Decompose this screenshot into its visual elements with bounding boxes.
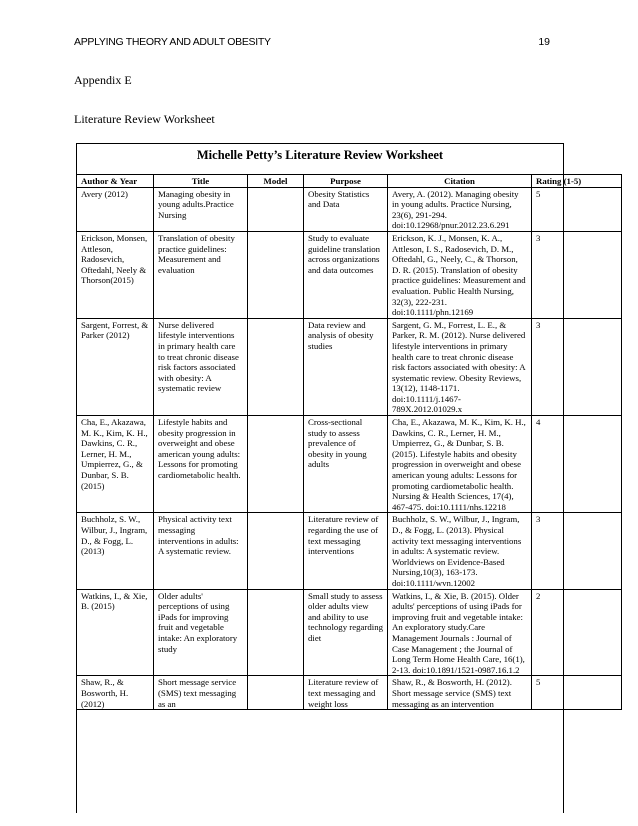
worksheet-title: Michelle Petty’s Literature Review Worksheet <box>196 148 444 162</box>
model-cell <box>248 589 304 676</box>
author-cell: Cha, E., Akazawa, M. K., Kim, K. H., Dawkins, C. R., Lerner, H. M., Umpierrez, G., & Dunbar, S. B. (2015) <box>77 416 154 513</box>
model-cell <box>248 231 304 318</box>
running-head <box>74 36 550 48</box>
title-cell: Translation of obesity practice guidelines: Measurement and evaluation <box>154 231 248 318</box>
appendix-label: Appendix E <box>74 73 132 87</box>
section-title: Literature Review Worksheet <box>74 112 215 126</box>
rating-cell: 4 <box>532 416 622 513</box>
rating-cell: 3 <box>532 231 622 318</box>
table-row <box>77 318 622 415</box>
running-head-title: APPLYING THEORY AND ADULT OBESITY <box>74 36 271 48</box>
page-number: 19 <box>538 36 550 48</box>
rating-cell: 3 <box>532 318 622 415</box>
table-header-row <box>77 175 622 188</box>
table-row <box>77 416 622 513</box>
column-header-model: Model <box>248 175 304 188</box>
purpose-cell: Small study to assess older adults view and ability to use technology regarding diet <box>304 589 388 676</box>
citation-cell: Buchholz, S. W., Wilbur, J., Ingram, D., & Fogg, L. (2013). Physical activity text messaging interventions in adults: A systematic review. Worldviews on Evidence-Based Nursing,10(3), 163-173. doi:10.1111/wvn.12002 <box>388 513 532 589</box>
purpose-cell: Obesity Statistics and Data <box>304 187 388 231</box>
purpose-cell: Study to evaluate guideline translation across organizations and data outcomes <box>304 231 388 318</box>
literature-review-table <box>76 174 622 710</box>
table-row <box>77 589 622 676</box>
purpose-cell: Data review and analysis of obesity studies <box>304 318 388 415</box>
column-header-title: Title <box>154 175 248 188</box>
column-header-author: Author & Year <box>77 175 154 188</box>
citation-cell: Erickson, K. J., Monsen, K. A., Attleson, I. S., Radosevich, D. M., Oftedahl, G., Neely, C., & Thorson, D. R. (2015). Translation of obesity practice guidelines: Measurement and evaluation. Public Health Nursing, 32(3), 222-231. doi:10.1111/phn.12169 <box>388 231 532 318</box>
table-row <box>77 676 622 710</box>
purpose-cell: Literature review of text messaging and weight loss <box>304 676 388 710</box>
author-cell: Buchholz, S. W., Wilbur, J., Ingram, D., & Fogg, L. (2013) <box>77 513 154 589</box>
table-row <box>77 231 622 318</box>
purpose-cell: Literature review of regarding the use of text messaging interventions <box>304 513 388 589</box>
title-cell: Nurse delivered lifestyle interventions in primary health care to treat chronic disease risk factors associated with obesity: A systematic review <box>154 318 248 415</box>
citation-cell: Cha, E., Akazawa, M. K., Kim, K. H., Dawkins, C. R., Lerner, H. M., Umpierrez, G., & Dunbar, S. B. (2015). Lifestyle habits and obesity progression in overweight and obese american young adults: Lessons for promoting cardiometabolic health. Nursing & Health Sciences, 17(4), 467-475. doi:10.1111/nhs.12218 <box>388 416 532 513</box>
title-cell: Older adults' perceptions of using iPads for improving fruit and vegetable intake: An exploratory study <box>154 589 248 676</box>
column-header-purpose: Purpose <box>304 175 388 188</box>
column-header-citation: Citation <box>388 175 532 188</box>
purpose-cell: Cross-sectional study to assess prevalence of obesity in young adults <box>304 416 388 513</box>
author-cell: Watkins, I., & Xie, B. (2015) <box>77 589 154 676</box>
column-header-rating: Rating (1-5) <box>532 175 622 188</box>
model-cell <box>248 187 304 231</box>
title-cell: Physical activity text messaging interventions in adults: A systematic review. <box>154 513 248 589</box>
rating-cell: 3 <box>532 513 622 589</box>
author-cell: Sargent, Forrest, & Parker (2012) <box>77 318 154 415</box>
citation-cell: Shaw, R., & Bosworth, H. (2012). Short message service (SMS) text messaging as an intervention <box>388 676 532 710</box>
title-cell: Managing obesity in young adults.Practice Nursing <box>154 187 248 231</box>
author-cell: Shaw, R., & Bosworth, H. (2012) <box>77 676 154 710</box>
table-row <box>77 513 622 589</box>
title-cell: Lifestyle habits and obesity progression in overweight and obese american young adults: Lessons for promoting cardiometabolic health. <box>154 416 248 513</box>
citation-cell: Avery, A. (2012). Managing obesity in young adults. Practice Nursing, 23(6), 291-294. doi:10.12968/pnur.2012.23.6.291 <box>388 187 532 231</box>
citation-cell: Watkins, I., & Xie, B. (2015). Older adults' perceptions of using iPads for improving fruit and vegetable intake: An exploratory study.Care Management Journals : Journal of Case Management ; the Journal of Long Term Home Health Care, 16(1), 2-13. doi:10.1891/1521-0987.16.1.2 <box>388 589 532 676</box>
model-cell <box>248 416 304 513</box>
model-cell <box>248 676 304 710</box>
rating-cell: 2 <box>532 589 622 676</box>
rating-cell: 5 <box>532 676 622 710</box>
rating-cell: 5 <box>532 187 622 231</box>
model-cell <box>248 513 304 589</box>
author-cell: Erickson, Monsen, Attleson, Radosevich, Oftedahl, Neely & Thorson(2015) <box>77 231 154 318</box>
table-row <box>77 187 622 231</box>
author-cell: Avery (2012) <box>77 187 154 231</box>
title-cell: Short message service (SMS) text messaging as an <box>154 676 248 710</box>
model-cell <box>248 318 304 415</box>
citation-cell: Sargent, G. M., Forrest, L. E., & Parker, R. M. (2012). Nurse delivered lifestyle interventions in primary health care to treat chronic disease risk factors associated with obesity: A systematic review. Obesity Reviews, 13(12), 1148-1171. doi:10.1111/j.1467-789X.2012.01029.x <box>388 318 532 415</box>
